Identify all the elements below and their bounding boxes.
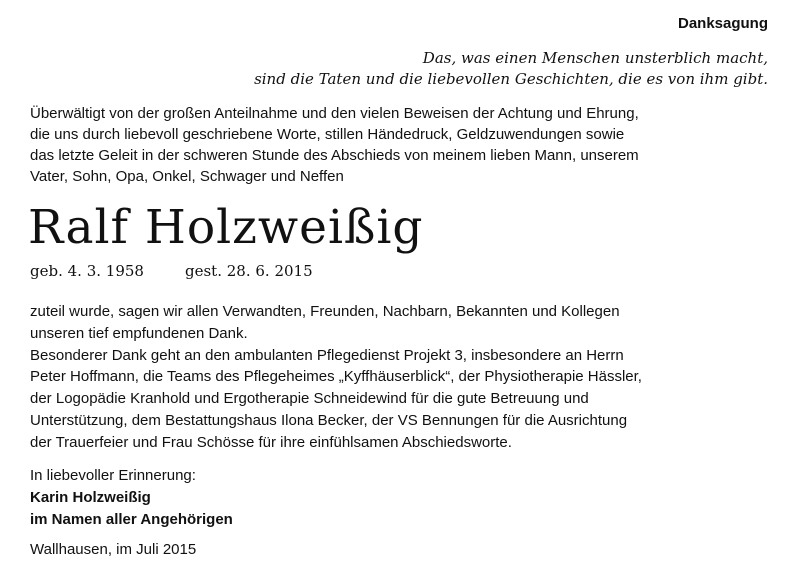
quote-line: Das, was einen Menschen unsterblich macht, xyxy=(422,49,768,67)
closing-block xyxy=(30,465,233,531)
body-line: Peter Hoffmann, die Teams des Pflegeheimes „Kyffhäuserblick“, der Physiotherapie Hässler, xyxy=(30,368,642,386)
body-line: Unterstützung, dem Bestattungshaus Ilona Becker, der VS Bennungen für die Ausrichtung xyxy=(30,411,628,429)
intro-line: die uns durch liebevoll geschriebene Worte, stillen Händedruck, Geldzuwendungen sowie xyxy=(30,126,625,143)
place-date: Wallhausen, im Juli 2015 xyxy=(30,541,197,558)
quote xyxy=(254,48,768,90)
life-dates xyxy=(30,262,313,280)
thanks-paragraph xyxy=(30,301,780,454)
signer-name: Karin Holzweißig xyxy=(30,489,151,506)
intro-line: Vater, Sohn, Opa, Onkel, Schwager und Neffen xyxy=(30,168,344,185)
signer-family: im Namen aller Angehörigen xyxy=(30,511,233,528)
body-line: der Trauerfeier und Frau Schösse für ihre einfühlsamen Abschiedsworte. xyxy=(30,433,512,451)
quote-line: sind die Taten und die liebevollen Geschichten, die es von ihm gibt. xyxy=(254,70,768,88)
body-line: Besonderer Dank geht an den ambulanten Pflegedienst Projekt 3, insbesondere an Herrn xyxy=(30,346,624,364)
intro-paragraph xyxy=(30,103,780,187)
body-line: unseren tief empfundenen Dank. xyxy=(30,324,248,342)
deceased-name: Ralf Holzweißig xyxy=(28,200,424,255)
intro-line: das letzte Geleit in der schweren Stunde des Abschieds von meinem lieben Mann, unserem xyxy=(30,147,639,164)
intro-line: Überwältigt von der großen Anteilnahme und den vielen Beweisen der Achtung und Ehrung, xyxy=(30,105,639,122)
body-line: der Logopädie Kranhold und Ergotherapie Schneidewind für die gute Betreuung und xyxy=(30,390,589,408)
death-date: gest. 28. 6. 2015 xyxy=(185,262,313,280)
heading: Danksagung xyxy=(677,15,768,32)
birth-date: geb. 4. 3. 1958 xyxy=(30,262,144,280)
closing-intro: In liebevoller Erinnerung: xyxy=(30,467,196,484)
body-line: zuteil wurde, sagen wir allen Verwandten, Freunden, Nachbarn, Bekannten und Kollegen xyxy=(30,303,620,320)
